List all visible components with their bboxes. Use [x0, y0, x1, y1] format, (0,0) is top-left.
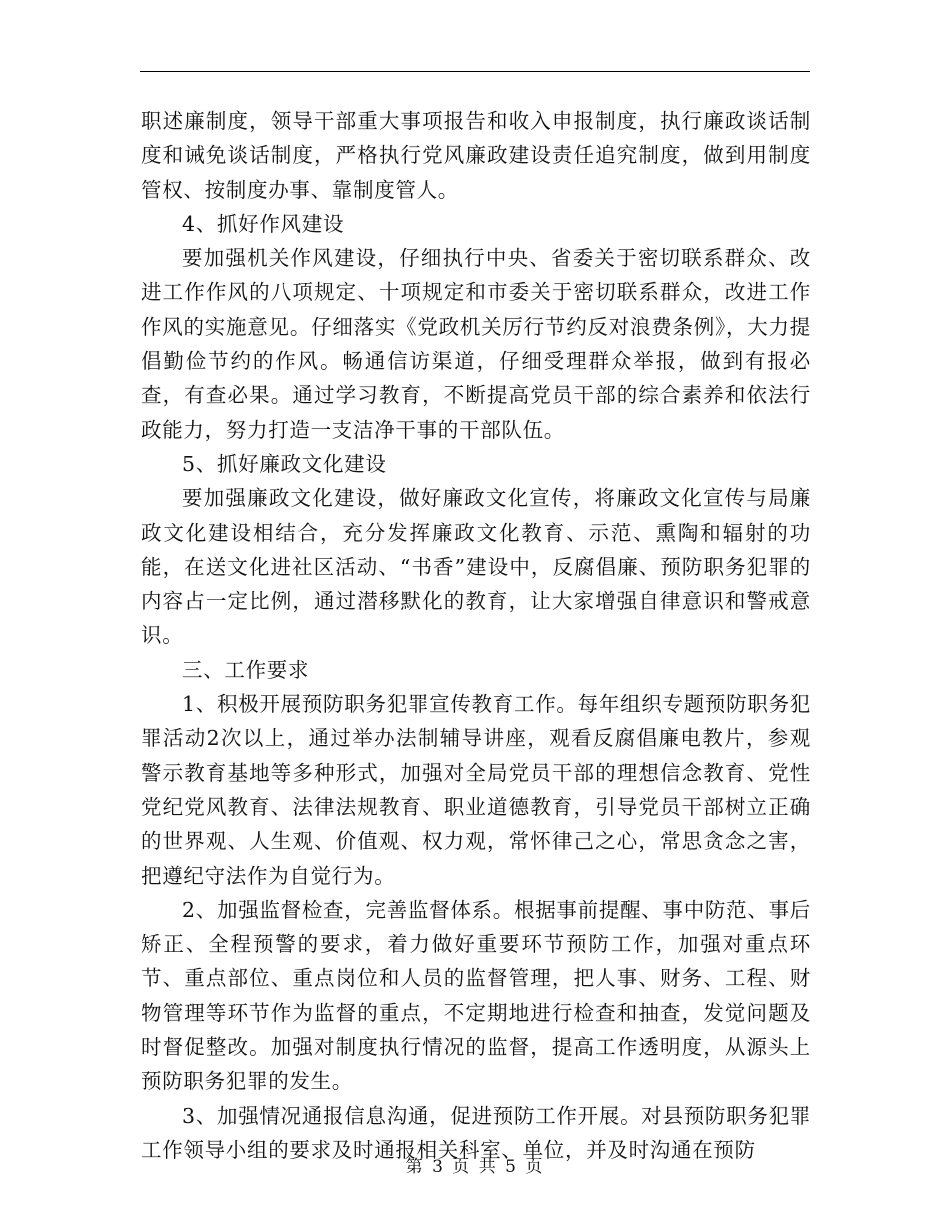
paragraph-requirement-1: 1、积极开展预防职务犯罪宣传教育工作。每年组织专题预防职务犯罪活动2次以上，通过举办法制辅导讲座，观看反腐倡廉电教片，参观警示教育基地等多种形式，加强对全局党员干部的理想信念教育、党性党纪党风教育、法律法规教育、职业道德教育，引导党员干部树立正确的世界观、人生观、价值观、权力观，常怀律己之心，常思贪念之害，把遵纪守法作为自觉行为。: [141, 692, 811, 888]
paragraph-requirement-2: 2、加强监督检查，完善监督体系。根据事前提醒、事中防范、事后矫正、全程预警的要求，着力做好重要环节预防工作，加强对重点环节、重点部位、重点岗位和人员的监督管理，把人事、财务、工程、财物管理等环节作为监督的重点，不定期地进行检查和抽查，发觉问题及时督促整改。加强对制度执行情况的监督，提高工作透明度，从源头上预防职务犯罪的发生。: [141, 897, 811, 1094]
paragraph-continuation: 职述廉制度，领导干部重大事项报告和收入申报制度，执行廉政谈话制度和诫免谈话制度，严格执行党风廉政建设责任追究制度，做到用制度管权、按制度办事、靠制度管人。: [141, 109, 811, 202]
paragraph-style-building: 要加强机关作风建设，仔细执行中央、省委关于密切联系群众、改进工作作风的八项规定、十项规定和市委关于密切联系群众，改进工作作风的实施意见。仔细落实《党政机关厉行节约反对浪费条例》，大力提倡勤俭节约的作风。畅通信访渠道，仔细受理群众举报，做到有报必查，有查必果。通过学习教育，不断提高党员干部的综合素养和依法行政能力，努力打造一支洁净干事的干部队伍。: [141, 246, 811, 442]
heading-style-building: 4、抓好作风建设: [182, 211, 345, 236]
heading-clean-culture: 5、抓好廉政文化建设: [182, 451, 387, 476]
header-rule: [140, 71, 810, 72]
heading-work-requirements: 三、工作要求: [182, 657, 310, 682]
paragraph-clean-culture: 要加强廉政文化建设，做好廉政文化宣传，将廉政文化宣传与局廉政文化建设相结合，充分发挥廉政文化教育、示范、熏陶和辐射的功能，在送文化进社区活动、“书香”建设中，反腐倡廉、预防职务犯罪的内容占一定比例，通过潜移默化的教育，让大家增强自律意识和警戒意识。: [141, 486, 811, 648]
document-body: [141, 104, 811, 1167]
page-number-footer: 第 3 页 共 5 页: [405, 1157, 545, 1177]
paragraph-requirement-3: 3、加强情况通报信息沟通，促进预防工作开展。对县预防职务犯罪工作领导小组的要求及时通报相关科室、单位，并及时沟通在预防: [141, 1103, 811, 1162]
